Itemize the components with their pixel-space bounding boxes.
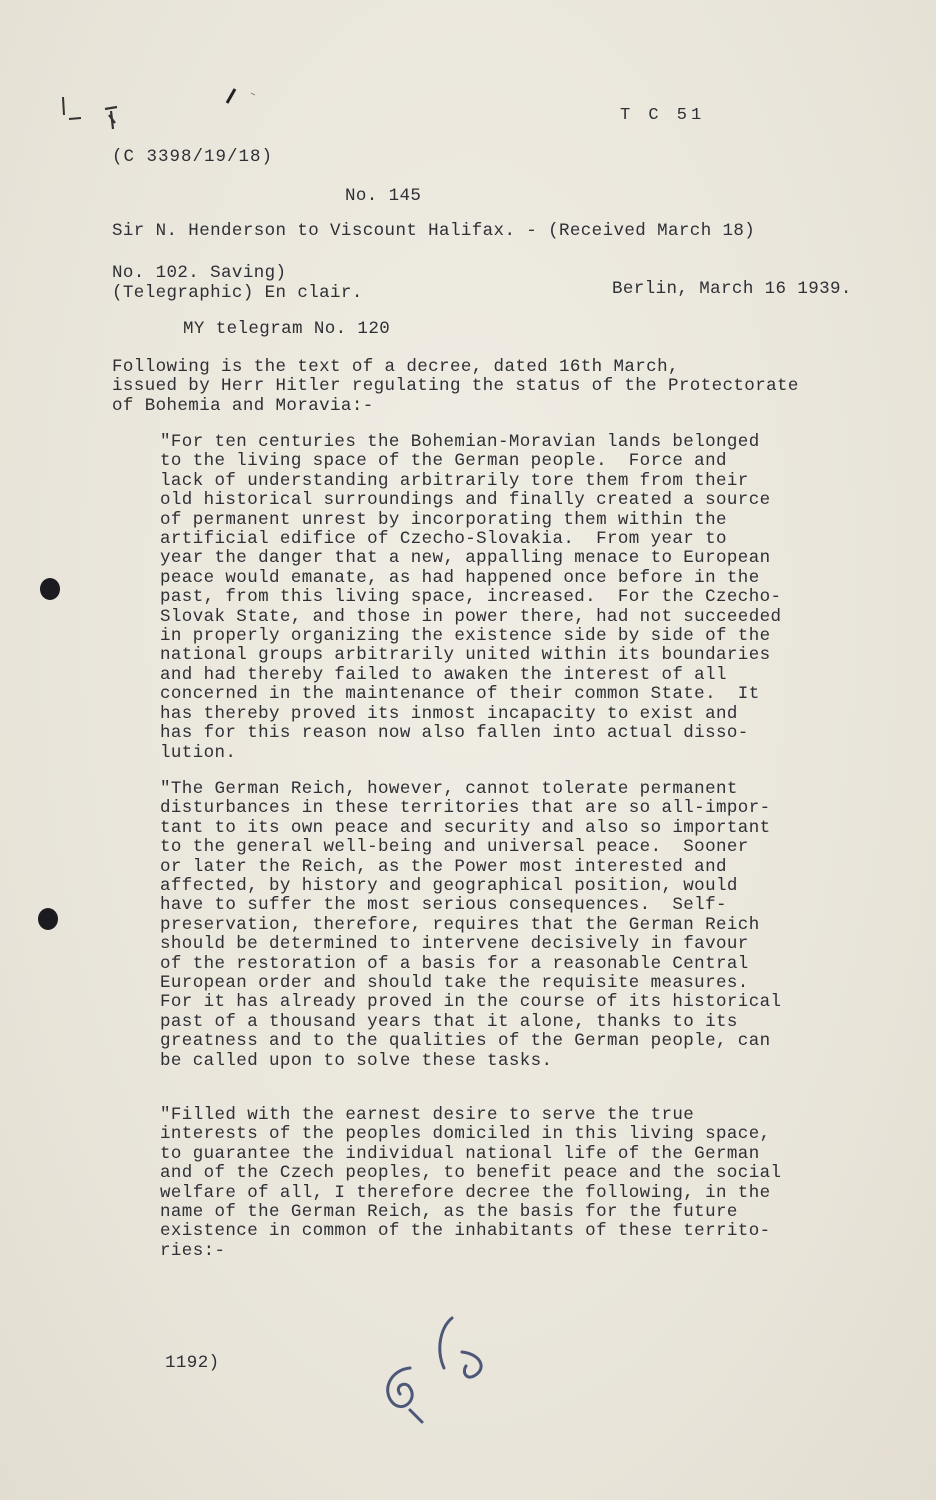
reference-code: T C 51 (620, 106, 706, 125)
sender-recipient-heading: Sir N. Henderson to Viscount Halifax. - (Received March 18) (112, 221, 756, 241)
decree-paragraph-2: "The German Reich, however, cannot tolerate permanent disturbances in these territories that are so all-impor- tant to its own peace and security and also so important to the general well-being and universal peace. Sooner or later the Reich, as the Power most interested and affected, by history and geographical position, would have to suffer the most serious consequences. Self- preservation, therefore, requires that the German Reich should be determined to intervene decisively in favour of the restoration of a basis for a reasonable Central European order and should take the requisite measures. For it has already proved in the course of its historical past of a thousand years that it alone, thanks to its greatness and to the qualities of the German people, can be called upon to solve these tasks. (160, 779, 782, 1071)
telegram-number: No. 102. Saving) (112, 263, 287, 283)
document-number: No. 145 (345, 186, 422, 206)
pencil-annotation (370, 1310, 510, 1430)
pen-marks (55, 85, 275, 145)
punch-hole-top (40, 578, 60, 600)
file-reference: (C 3398/19/18) (112, 147, 274, 167)
telegram-reference: MY telegram No. 120 (183, 319, 391, 339)
punch-hole-bottom (38, 908, 58, 930)
decree-paragraph-1: "For ten centuries the Bohemian-Moravian lands belonged to the living space of the German people. Force and lack of understanding arbitrarily tore them from their old historical surroundings and finally created a source of permanent unrest by incorporating them within the artificial edifice of Czecho-Slovakia. From year to year the danger that a new, appalling menace to European peace would emanate, as had happened once before in the past, from this living space, increased. For the Czecho- Slovak State, and those in power there, had not succeeded in properly organizing the existence side by side of the national groups arbitrarily united within its boundaries and had thereby failed to awaken the interest of all concerned in the maintenance of their common State. It has thereby proved its inmost incapacity to exist and has for this reason now also fallen into actual disso- lution. (160, 432, 782, 763)
intro-paragraph: Following is the text of a decree, dated 16th March, issued by Herr Hitler regulating the status of the Protectorate of Bohemia and Moravia:- (112, 357, 799, 416)
dateline: Berlin, March 16 1939. (612, 279, 852, 299)
decree-paragraph-3: "Filled with the earnest desire to serve the true interests of the peoples domiciled in this living space, to guarantee the individual national life of the German and of the Czech peoples, to benefit peace and the social welfare of all, I therefore decree the following, in the name of the German Reich, as the basis for the future existence in common of the inhabitants of these territo- ries:- (160, 1105, 782, 1261)
telegram-type: (Telegraphic) En clair. (112, 283, 363, 303)
footer-code: 1192) (165, 1353, 220, 1373)
